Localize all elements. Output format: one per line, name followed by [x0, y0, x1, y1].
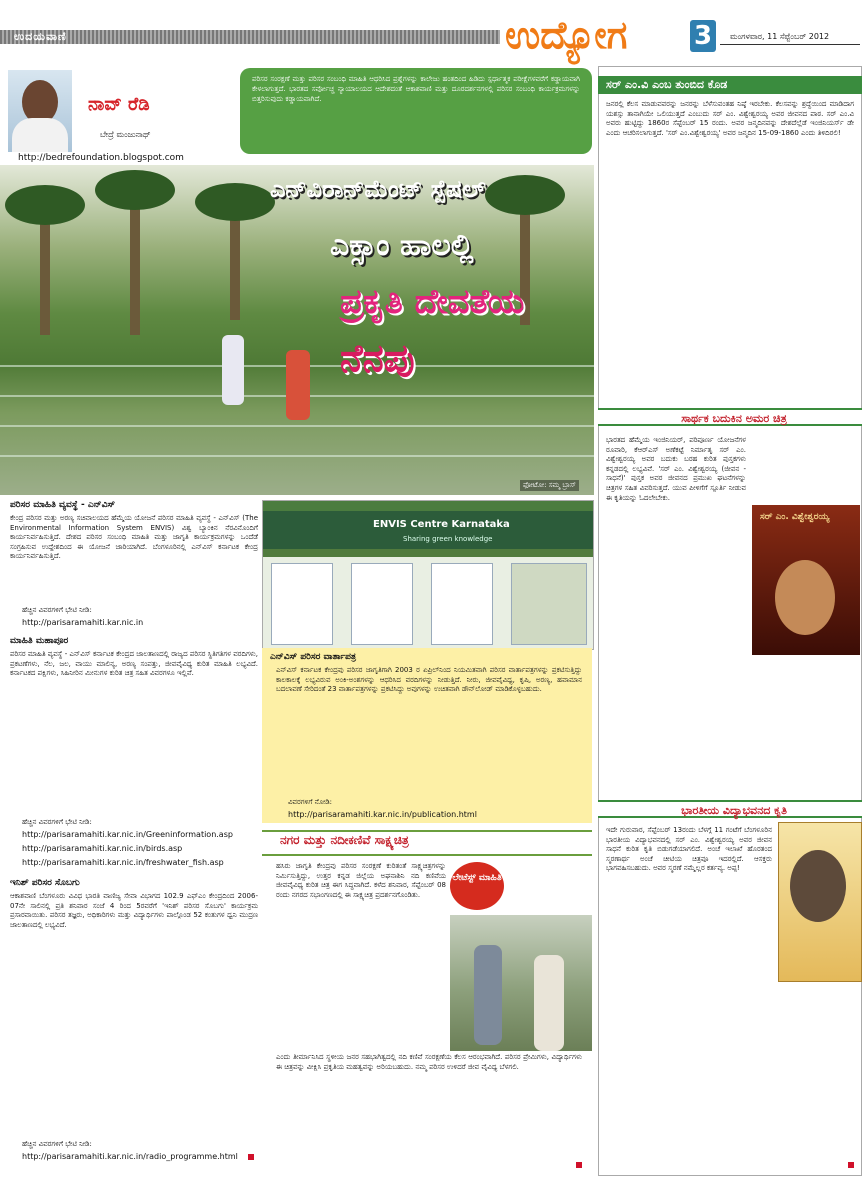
- fish-link[interactable]: http://parisaramahiti.kar.nic.in/freshwater_fish.asp: [22, 858, 224, 867]
- end-mark: [848, 1162, 854, 1168]
- documentary-photo: [450, 915, 592, 1051]
- masthead-strip: [0, 30, 500, 44]
- divider: [720, 44, 860, 45]
- amara-chitra-heading: ಸಾರ್ಥಕ ಬದುಕಿನ ಅಮರ ಚಿತ್ರ: [598, 408, 862, 426]
- mahapura-heading: ಮಾಹಿತಿ ಮಹಾಪೂರ: [10, 636, 69, 646]
- radio-note: ಹೆಚ್ಚಿನ ವಿವರಗಳಿಗೆ ಭೇಟಿ ನೀಡಿ:: [22, 1140, 92, 1148]
- documentary-heading: ನಗರ ಮತ್ತು ನದೀಕಣಿವೆ ಸಾಕ್ಷ್ಯಚಿತ್ರ: [280, 833, 409, 847]
- intro-box: ಪರಿಸರ ಸಂರಕ್ಷಣೆ ಮತ್ತು ಪರಿಸರ ಸಂಬಂಧಿ ಮಾಹಿತಿ ಆಧರಿಸಿದ ಪ್ರಶ್ನೆಗಳನ್ನು ಕಾಲೇಜು ಹಂತದಿಂದ ಹಿಡಿದು ಸ್ಪರ್ಧಾತ್ಮಕ ಪರೀಕ್ಷೆಗಳವರೆಗೆ ಕಡ್ಡಾಯವಾಗಿ ಕೇಳಲಾಗುತ್ತದೆ. ಭಾರತದ ಸರ್ವೋಚ್ಚ ನ್ಯಾಯಾಲಯದ ಆದೇಶದಂತೆ ಆಕಾಶವಾಣಿ ಮತ್ತು ದೂರದರ್ಶನಗಳಲ್ಲಿ ಪರಿಸರ ಸಂಬಂಧಿ ಕಾರ್ಯಕ್ರಮಗಳನ್ನು ಬಿತ್ತರಿಸುವುದು ಕಡ್ಡಾಯವಾಗಿದೆ.: [240, 68, 592, 154]
- end-mark: [576, 1162, 582, 1168]
- site-tagline: Sharing green knowledge: [403, 535, 493, 543]
- author-blog-link[interactable]: http://bedrefoundation.blogspot.com: [18, 153, 184, 163]
- green-info-link[interactable]: http://parisaramahiti.kar.nic.in/Greeninformation.asp: [22, 830, 233, 839]
- issue-date: ಮಂಗಳವಾರ, 11 ಸೆಪ್ಟೆಂಬರ್ 2012: [730, 32, 830, 41]
- site-title: ENVIS Centre Karnataka: [373, 519, 510, 530]
- special-heading: ಎನ್‌ವಿರಾನ್‌ಮೆಂಟ್ ಸ್ಪೆಷಲ್: [270, 175, 486, 203]
- sir-mv-heading: ಸರ್ ಎಂ.ವಿ ಎಂಬ ತುಂಬಿದ ಕೊಡ: [598, 76, 862, 94]
- column-name: ನಾವ್ ರೆಡಿ: [88, 94, 150, 115]
- paddy-water: [0, 455, 594, 457]
- envis-note: ಹೆಚ್ಚಿನ ವಿವರಗಳಿಗೆ ಭೇಟಿ ನೀಡಿ:: [22, 606, 92, 614]
- site-card: [351, 563, 413, 645]
- headline-line-2: ಪ್ರಕೃತಿ ದೇವತೆಯ: [340, 282, 525, 322]
- paddy-water: [0, 425, 594, 427]
- site-card: [271, 563, 333, 645]
- headline-line-1: ಎಕ್ಸಾಂ ಹಾಲಲ್ಲಿ: [330, 228, 474, 263]
- stamp-portrait: [790, 850, 846, 922]
- envis-link[interactable]: http://parisaramahiti.kar.nic.in: [22, 618, 144, 627]
- documentary-text-continued: ಎಂದು ತೀರ್ಮಾನಿಸಿದ ಸ್ಥಳೀಯ ಜನರ ಸಹಭಾಗಿತ್ವದಲ್ಲಿ ನದಿ ಕಣಿವೆ ಸಂರಕ್ಷಣೆಯ ಕೆಲಸ ಆರಂಭವಾಗಿದೆ. ಪರಿಸರ ಪ್ರೇಮಿಗಳು, ವಿದ್ಯಾರ್ಥಿಗಳು ಈ ಚಿತ್ರವನ್ನು ವೀಕ್ಷಿಸಿ ಪ್ರಕೃತಿಯ ಮಹತ್ವವನ್ನು ಅರಿಯಬಹುದು. ನಮ್ಮ ಪರಿಸರ ಉಳಿದರೆ ಜೀವ ವೈವಿಧ್ಯ ಬೆಳಗಲಿ.: [276, 1053, 582, 1071]
- vidyabhavan-text: ಇದೇ ಗುರುವಾರ, ಸೆಪ್ಟೆಂಬರ್ 13ರಂದು ಬೆಳಗ್ಗೆ 11 ಗಂಟೆಗೆ ಬೆಂಗಳೂರಿನ ಭಾರತೀಯ ವಿದ್ಯಾಭವನದಲ್ಲಿ ಸರ್ ಎಂ. ವಿಶ್ವೇಶ್ವರಯ್ಯ ಅವರ ಜೀವನ ಸಾಧನೆ ಕುರಿತ ಕೃತಿ ಬಿಡುಗಡೆಯಾಗಲಿದೆ. ಅಂಚೆ ಇಲಾಖೆ ಹೊರತಂದ ಸ್ಮರಣಾರ್ಥ ಅಂಚೆ ಚೀಟಿಯ ಚಿತ್ರವೂ ಇದರಲ್ಲಿದೆ. ಆಸಕ್ತರು ಭಾಗವಹಿಸಬಹುದು. ಅವರ ಸ್ಮರಣೆ ನಮ್ಮೆಲ್ಲರ ಕರ್ತವ್ಯ. ಅಪ್ಪ!: [606, 826, 772, 873]
- site-menu-bar: [263, 549, 593, 557]
- author-byline: ಬೇದ್ರೆ ಮಂಜುನಾಥ್: [100, 130, 151, 139]
- palm-leaves: [5, 185, 85, 225]
- palm-leaves: [195, 183, 275, 221]
- radio-link[interactable]: http://parisaramahiti.kar.nic.in/radio_programme.html: [22, 1152, 238, 1161]
- book-portrait: [775, 560, 835, 635]
- headline-line-3: ನೆನಪು: [340, 336, 415, 380]
- newsletter-heading: ಎನ್‌ವಿಸ್ ಪರಿಸರ ವಾರ್ತಾಪತ್ರ: [270, 652, 357, 662]
- end-mark: [248, 1154, 254, 1160]
- vidyabhavan-heading: ಭಾರತೀಯ ವಿದ್ಯಾಭವನದ ಕೃತಿ: [598, 800, 862, 818]
- site-gallery: [511, 563, 587, 645]
- person-figure: [474, 945, 502, 1045]
- mahapura-note: ಹೆಚ್ಚಿನ ವಿವರಗಳಿಗೆ ಭೇಟಿ ನೀಡಿ:: [22, 818, 92, 826]
- birds-link[interactable]: http://parisaramahiti.kar.nic.in/birds.asp: [22, 844, 183, 853]
- site-nav-bar: [263, 501, 593, 511]
- newsletter-note: ವಿವರಗಳಿಗೆ ನೋಡಿ:: [288, 798, 333, 806]
- site-banner: [263, 511, 593, 549]
- person-figure: [534, 955, 564, 1051]
- palm-leaves: [485, 175, 565, 215]
- envis-heading: ಪರಿಸರ ಮಾಹಿತಿ ವ್ಯವಸ್ಥೆ - ಎನ್‌ವಿಸ್: [10, 500, 116, 510]
- radio-text: ಆಕಾಶವಾಣಿ ಬೆಂಗಳೂರು ವಿವಿಧ ಭಾರತಿ ವಾಣಿಜ್ಯ ಸೇವಾ ವಿಭಾಗದ 102.9 ಎಫ್‌ಎಂ ಕೇಂದ್ರದಿಂದ 2006-07ನೇ ಸಾಲಿನಲ್ಲಿ ಪ್ರತಿ ಶನಿವಾರ ಸಂಜೆ 4 ರಿಂದ 5ರವರೆಗೆ 'ಇನಿಶ್ ಪರಿಸರ ಸೊಬಗು' ಕಾರ್ಯಕ್ರಮ ಪ್ರಸಾರವಾಯಿತು. ಪರಿಸರ ತಜ್ಞರು, ಅಧಿಕಾರಿಗಳು ಮತ್ತು ವಿದ್ಯಾರ್ಥಿಗಳು ಪಾಲ್ಗೊಂಡ 52 ಕಂತುಗಳ ಧ್ವನಿ ಮುದ್ರಣ ಜಾಲತಾಣದಲ್ಲಿ ಲಭ್ಯವಿದೆ.: [10, 892, 258, 929]
- author-shirt: [12, 118, 68, 152]
- site-card: [431, 563, 493, 645]
- farmer-figure: [222, 335, 244, 405]
- latest-info-badge: ಲೇಟೆಸ್ಟ್ ಮಾಹಿತಿ: [450, 862, 504, 910]
- radio-heading: ಇನಿಶ್ ಪರಿಸರ ಸೊಬಗು: [10, 878, 80, 888]
- paper-name: ಉದಯವಾಣಿ: [14, 30, 67, 43]
- page-number: 3: [690, 20, 716, 52]
- hero-photo: [0, 165, 594, 495]
- amara-chitra-text: ಭಾರತದ ಹೆಮ್ಮೆಯ ಇಂಜಿನಿಯರ್, ಪರಿಪೂರ್ಣ ಯೋಜನೆಗಳ ರೂವಾರಿ, ಕೆಆರ್‌ಎಸ್ ಅಣೆಕಟ್ಟೆ ನಿರ್ಮಾತೃ ಸರ್ ಎಂ. ವಿಶ್ವೇಶ್ವರಯ್ಯ ಅವರ ಬದುಕು ಬರಹ ಕುರಿತ ಪುಸ್ತಕಗಳು ಕನ್ನಡದಲ್ಲಿ ಲಭ್ಯವಿವೆ. 'ಸರ್ ಎಂ. ವಿಶ್ವೇಶ್ವರಯ್ಯ (ಜೀವನ - ಸಾಧನೆ)' ಪುಸ್ತಕ ಅವರ ಜೀವನದ ಪ್ರಮುಖ ಘಟನೆಗಳನ್ನು ಚಿತ್ರಗಳ ಸಹಿತ ವಿವರಿಸುತ್ತದೆ. ಯುವ ಪೀಳಿಗೆಗೆ ಸ್ಪೂರ್ತಿ ನೀಡುವ ಈ ಕೃತಿಯನ್ನು ಓದಲೇಬೇಕು.: [606, 436, 746, 502]
- section-title: ಉದ್ಯೋಗ: [505, 12, 628, 57]
- newsletter-text: ಎನ್‌ವಿಸ್ ಕರ್ನಾಟಕ ಕೇಂದ್ರವು ಪರಿಸರ ಜಾಗೃತಿಗಾಗಿ 2003 ರ ಏಪ್ರಿಲ್‌ನಿಂದ ನಿಯಮಿತವಾಗಿ ಪರಿಸರ ವಾರ್ತಾಪತ್ರಗಳನ್ನು ಪ್ರಕಟಿಸುತ್ತಿದ್ದು ಕಾಲಕಾಲಕ್ಕೆ ಲಭ್ಯವಿರುವ ಅಂಕಿ-ಅಂಶಗಳನ್ನು ಆಧರಿಸಿದ ವರದಿಗಳನ್ನು ನೀಡುತ್ತಿದೆ. ನೀರು, ಜೀವವೈವಿಧ್ಯ, ಕೃಷಿ, ಅರಣ್ಯ, ಹವಾಮಾನ ಬದಲಾವಣೆ ಸೇರಿದಂತೆ 23 ವಾರ್ತಾಪತ್ರಗಳನ್ನು ಪ್ರಕಟಿಸಿದ್ದು ಅವುಗಳನ್ನು ಉಚಿತವಾಗಿ ಡೌನ್‌ಲೋಡ್ ಮಾಡಿಕೊಳ್ಳಬಹುದು.: [276, 666, 582, 694]
- envis-text: ಕೇಂದ್ರ ಪರಿಸರ ಮತ್ತು ಅರಣ್ಯ ಸಚಿವಾಲಯದ ಹೆಮ್ಮೆಯ ಯೋಜನೆ ಪರಿಸರ ಮಾಹಿತಿ ವ್ಯವಸ್ಥೆ - ಎನ್‌ವಿಸ್ (The Environmental Information System ENVIS) ವಿಶ್ವ ಬ್ಯಾಂಕಿನ ನೆರವಿನೊಂದಿಗೆ ಕಾರ್ಯನಿರ್ವಹಿಸುತ್ತಿದೆ. ದೇಶದ ಪರಿಸರ ಸಂಬಂಧಿ ಮಾಹಿತಿ ಮತ್ತು ಜಾಗೃತಿ ಕಾರ್ಯಕ್ರಮಗಳನ್ನು ಒಂದೆಡೆ ಸಂಗ್ರಹಿಸುವ ಉದ್ದೇಶದಿಂದ ಈ ಯೋಜನೆ ಜಾರಿಯಾಗಿದೆ. ಬೆಂಗಳೂರಿನಲ್ಲಿ ಎನ್‌ವಿಸ್ ಕರ್ನಾಟಕ ಕೇಂದ್ರ ಕಾರ್ಯನಿರ್ವಹಿಸುತ್ತಿದೆ.: [10, 514, 258, 561]
- sir-mv-text: ಜನರಲ್ಲಿ ಕೆಲಸ ಮಾಡುವವರನ್ನು ಜನರನ್ನು ಬೆಳೆಸುವಂತಹ ನಿಷ್ಠೆ ಇರಬೇಕು. ಕೆಲಸವನ್ನು ಶ್ರದ್ಧೆಯಿಂದ ಮಾಡಿದಾಗ ಯಶಸ್ಸು ತಾನಾಗಿಯೇ ಒಲಿಯುತ್ತದೆ ಎಂಬುದು ಸರ್ ಎಂ. ವಿಶ್ವೇಶ್ವರಯ್ಯ ಅವರ ಜೀವನದ ಪಾಠ. ಸರ್ ಎಂ.ವಿ ಅವರು ಹುಟ್ಟಿದ್ದು 1860ರ ಸೆಪ್ಟೆಂಬರ್ 15 ರಂದು. ಅವರ ಜನ್ಮದಿನವನ್ನು ದೇಶದೆಲ್ಲೆಡೆ ಇಂಜಿನಿಯರ್ಸ್ ಡೇ ಎಂದು ಆಚರಿಸಲಾಗುತ್ತದೆ. 'ಸರ್ ಎಂ.ವಿಶ್ವೇಶ್ವರಯ್ಯ' ಅವರ ಜನ್ಮದಿನ 15-09-1860 ಎಂದು ತಿಳಿದಿರಲಿ!: [606, 100, 854, 137]
- masthead: [0, 0, 868, 54]
- palm-leaves: [95, 170, 175, 210]
- mahapura-text: ಪರಿಸರ ಮಾಹಿತಿ ವ್ಯವಸ್ಥೆ - ಎನ್‌ವಿಸ್ ಕರ್ನಾಟಕ ಕೇಂದ್ರದ ಜಾಲತಾಣದಲ್ಲಿ ರಾಜ್ಯದ ಪರಿಸರ ಸ್ಥಿತಿಗತಿಗಳ ವರದಿಗಳು, ಪ್ರಕಟಣೆಗಳು, ನೆಲ, ಜಲ, ವಾಯು ಮಾಲಿನ್ಯ, ಅರಣ್ಯ ಸಂಪತ್ತು, ಜೀವವೈವಿಧ್ಯ ಕುರಿತ ಮಾಹಿತಿ ಲಭ್ಯವಿದೆ. ಕರ್ನಾಟಕದ ಪಕ್ಷಿಗಳು, ಸಿಹಿನೀರಿನ ಮೀನುಗಳ ಕುರಿತ ಚಿತ್ರ ಸಹಿತ ವಿವರಗಳೂ ಇಲ್ಲಿವೆ.: [10, 650, 258, 678]
- farmer-figure: [286, 350, 310, 420]
- newsletter-link[interactable]: http://parisaramahiti.kar.nic.in/publication.html: [288, 810, 477, 819]
- documentary-text: ಹಸಿರು ಜಾಗೃತಿ ಕೇಂದ್ರವು ಪರಿಸರ ಸಂರಕ್ಷಣೆ ಕುರಿತಂತೆ ಸಾಕ್ಷ್ಯಚಿತ್ರಗಳನ್ನು ನಿರ್ಮಿಸುತ್ತಿದ್ದು, ಉತ್ತರ ಕನ್ನಡ ಜಿಲ್ಲೆಯ ಅಘನಾಶಿನಿ ನದಿ ಕಣಿವೆಯ ಜೀವವೈವಿಧ್ಯ ಕುರಿತ ಚಿತ್ರ ಈಗ ಸಿದ್ಧವಾಗಿದೆ. ಕಳೆದ ಶನಿವಾರ, ಸೆಪ್ಟೆಂಬರ್ 08 ರಂದು ನಗರದ ಸಭಾಂಗಣದಲ್ಲಿ ಈ ಸಾಕ್ಷ್ಯಚಿತ್ರ ಪ್ರದರ್ಶನಗೊಂಡಿತು.: [276, 862, 446, 899]
- photo-credit: ಫೋಟೋ: ಸಮ್ಮ ಬ್ರಾಸ್: [520, 480, 579, 491]
- website-screenshot: [262, 500, 594, 650]
- book-title: ಸರ್ ಎಂ. ವಿಶ್ವೇಶ್ವರಯ್ಯ: [760, 512, 830, 522]
